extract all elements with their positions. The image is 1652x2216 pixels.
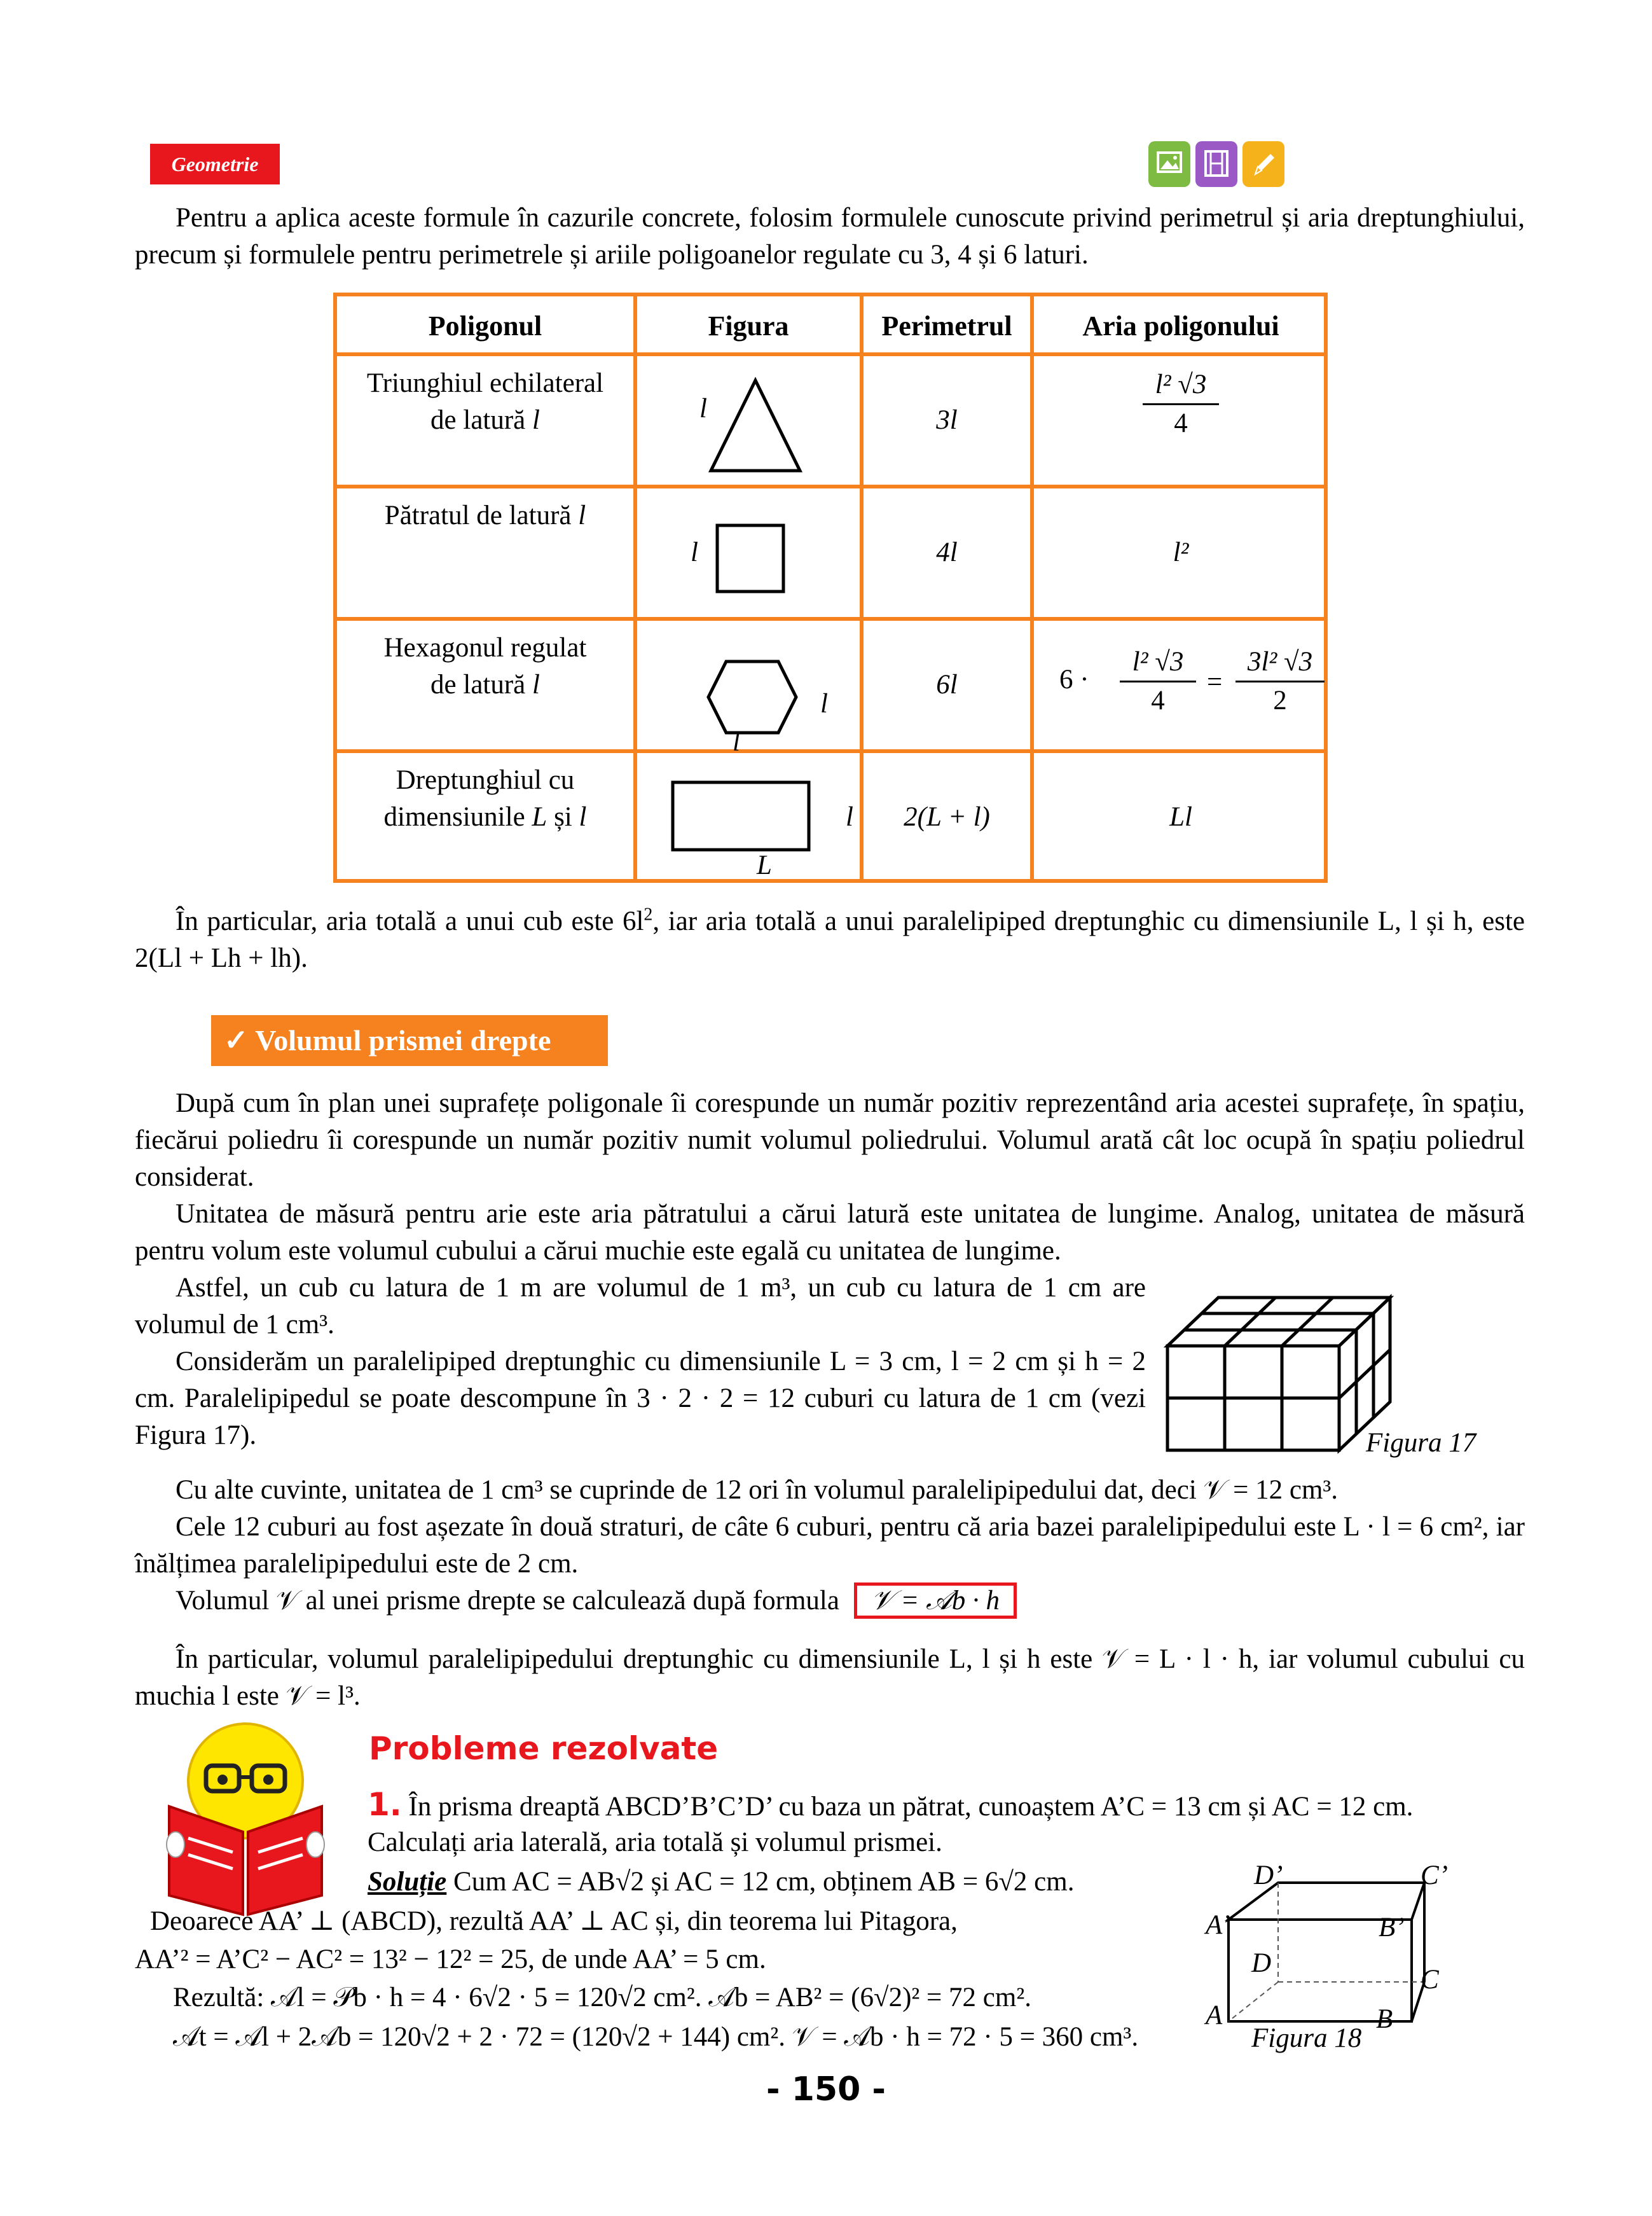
row2-name: Pătratul de latură l: [384, 501, 586, 530]
solution-label: Soluție: [368, 1867, 447, 1897]
row4-name: Dreptunghiul cu dimensiunile L și l: [383, 765, 587, 832]
problem-number: 1.: [368, 1786, 402, 1823]
section-badge: Geometrie: [150, 144, 280, 184]
header-poligonul: Poligonul: [428, 310, 542, 342]
problem1-statement-2: Calculați aria laterală, aria totală și volumul prismei.: [368, 1827, 942, 1857]
layers-paragraph: Cele 12 cuburi au fost așezate în două straturi, de câte 6 cuburi, pentru că aria bazei paralelipipedului este L · l = 6 cm², iar înălțimea paralelipipedului este de 2 cm.: [135, 1512, 1525, 1579]
check-icon: ✓: [224, 1024, 249, 1056]
decompose-paragraph: Considerăm un paralelipiped dreptunghic cu dimensiunile L = 3 cm, l = 2 cm și h = 2 cm. Paralelipipedul se poate descompune în 3 · 2 · 2 = 12 cuburi cu latura de 1 cm (vezi Figura 17).: [135, 1347, 1146, 1450]
row4-perimeter: 2(L + l): [904, 802, 990, 832]
row3-perimeter: 6l: [936, 670, 958, 700]
vertex-b-prime: B’: [1379, 1913, 1405, 1942]
cube-unit-paragraph: Astfel, un cub cu latura de 1 m are volumul de 1 m³, un cub cu latura de 1 cm are volumul de 1 cm³.: [135, 1273, 1146, 1340]
row4-area: Ll: [1169, 802, 1192, 832]
section-heading: ✓ Volumul prismei drepte: [211, 1015, 608, 1066]
formula-paragraph: Volumul 𝒱 al unei prisme drepte se calculează după formula 𝒱 = 𝒜b · h: [176, 1582, 1524, 1619]
rectangle-figure: [637, 753, 860, 882]
rectangle-side-label-bottom: L: [757, 850, 772, 880]
figure17-caption: Figura 17: [1366, 1428, 1476, 1458]
problems-heading: Probleme rezolvate: [369, 1730, 719, 1767]
vertex-d-prime: D’: [1254, 1860, 1283, 1890]
particular-volume-paragraph: În particular, volumul paralelipipedului dreptunghic cu dimensiunile L, l și h este 𝒱 = L · l · h, iar volumul cubului cu muchia l este 𝒱 = l³.: [135, 1644, 1525, 1711]
vertex-b: B: [1376, 2004, 1393, 2034]
hexagon-side-label-right: l: [820, 689, 828, 719]
problem1-statement: 1. În prisma dreaptă ABCD’B’C’D’ cu baza un pătrat, cunoaștem A’C = 13 cm și AC = 12 cm.: [368, 1786, 1414, 1823]
unit-paragraph: Unitatea de măsură pentru arie este aria pătratului a cărui latură este unitatea de lungime. Analog, unitatea de măsură pentru volum este volumul cubului a cărui muchie este egală cu unitatea de lungime.: [135, 1199, 1525, 1266]
row3-area: 6 · l² √3 4 = 3l² √3 2: [1059, 644, 1326, 733]
vertex-a: A: [1206, 2000, 1223, 2030]
intro-paragraph: Pentru a aplica aceste formule în cazurile concrete, folosim formulele cunoscute privind perimetrul și aria dreptunghiului, precum și formulele pentru perimetrele și ariile poligoanelor regulate cu 3, 4 și 6 laturi.: [135, 203, 1525, 270]
row2-perimeter: 4l: [936, 537, 958, 567]
square-side-label: l: [691, 537, 698, 567]
volume-formula-box: 𝒱 = 𝒜b · h: [854, 1582, 1017, 1619]
row3-name: Hexagonul regulat de latură l: [383, 633, 587, 700]
vertex-a-prime: A’: [1206, 1910, 1230, 1940]
hexagon-side-label-bottom: l: [733, 727, 740, 757]
page-number: - 150 -: [766, 2070, 886, 2109]
vertex-c-prime: C’: [1421, 1860, 1448, 1890]
image-icon[interactable]: [1148, 141, 1190, 187]
triangle-side-label: l: [699, 394, 707, 424]
figure18-caption: Figura 18: [1251, 2023, 1362, 2053]
solution-line-5: 𝒜t = 𝒜l + 2𝒜b = 120√2 + 2 · 72 = (120√2 + 144) cm². 𝒱 = 𝒜b · h = 72 · 5 = 360 cm³.: [173, 2022, 1139, 2052]
polygon-formulas-table: [333, 293, 1328, 883]
header-perimetrul: Perimetrul: [881, 310, 1012, 342]
pencil-icon[interactable]: [1242, 141, 1284, 187]
square-figure: [637, 488, 860, 617]
vertex-d: D: [1251, 1948, 1272, 1978]
solution-line-3: AA’² = A’C² − AC² = 13² − 12² = 25, de unde AA’ = 5 cm.: [135, 1944, 766, 1974]
header-aria: Aria poligonului: [1082, 310, 1279, 342]
volume-intro-paragraph: După cum în plan unei suprafețe poligonale îi corespunde un număr pozitiv reprezentând aria acestei suprafețe, în spațiu, fiecărui poliedru îi corespunde un număr pozitiv numit volumul poliedrului. Volumul arată cât loc ocupă în spațiu poliedrul considerat.: [135, 1088, 1525, 1192]
row2-area: l²: [1173, 537, 1189, 567]
unit-count-paragraph: Cu alte cuvinte, unitatea de 1 cm³ se cuprinde de 12 ori în volumul paralelipipedului dat, deci 𝒱 = 12 cm³.: [176, 1475, 1339, 1505]
solution-line-2: Deoarece AA’ ⊥ (ABCD), rezultă AA’ ⊥ AC și, din teorema lui Pitagora,: [150, 1906, 958, 1936]
film-icon[interactable]: [1195, 141, 1237, 187]
rectangle-side-label-right: l: [846, 802, 853, 832]
triangle-figure: [637, 356, 860, 485]
row1-perimeter: 3l: [936, 405, 958, 435]
particular-paragraph: În particular, aria totală a unui cub este $6l^2$, iar aria totală a unui paralelipiped dreptunghic cu dimensiunile L, l și h, este 2(Ll + Lh + lh).: [135, 904, 1525, 973]
row1-area: l² √3 4: [1034, 366, 1328, 442]
solution-line-4: Rezultă: 𝒜l = 𝒫b · h = 4 · 6√2 · 5 = 120√2 cm². 𝒜b = AB² = (6√2)² = 72 cm².: [173, 1983, 1031, 2012]
row1-name: Triunghiul echilateral de latură l: [366, 368, 604, 435]
solution-line-1: Soluție Cum AC = AB√2 și AC = 12 cm, obținem AB = 6√2 cm.: [368, 1867, 1075, 1897]
vertex-c: C: [1421, 1965, 1439, 1995]
hexagon-figure: [637, 621, 860, 749]
header-figura: Figura: [708, 310, 789, 342]
